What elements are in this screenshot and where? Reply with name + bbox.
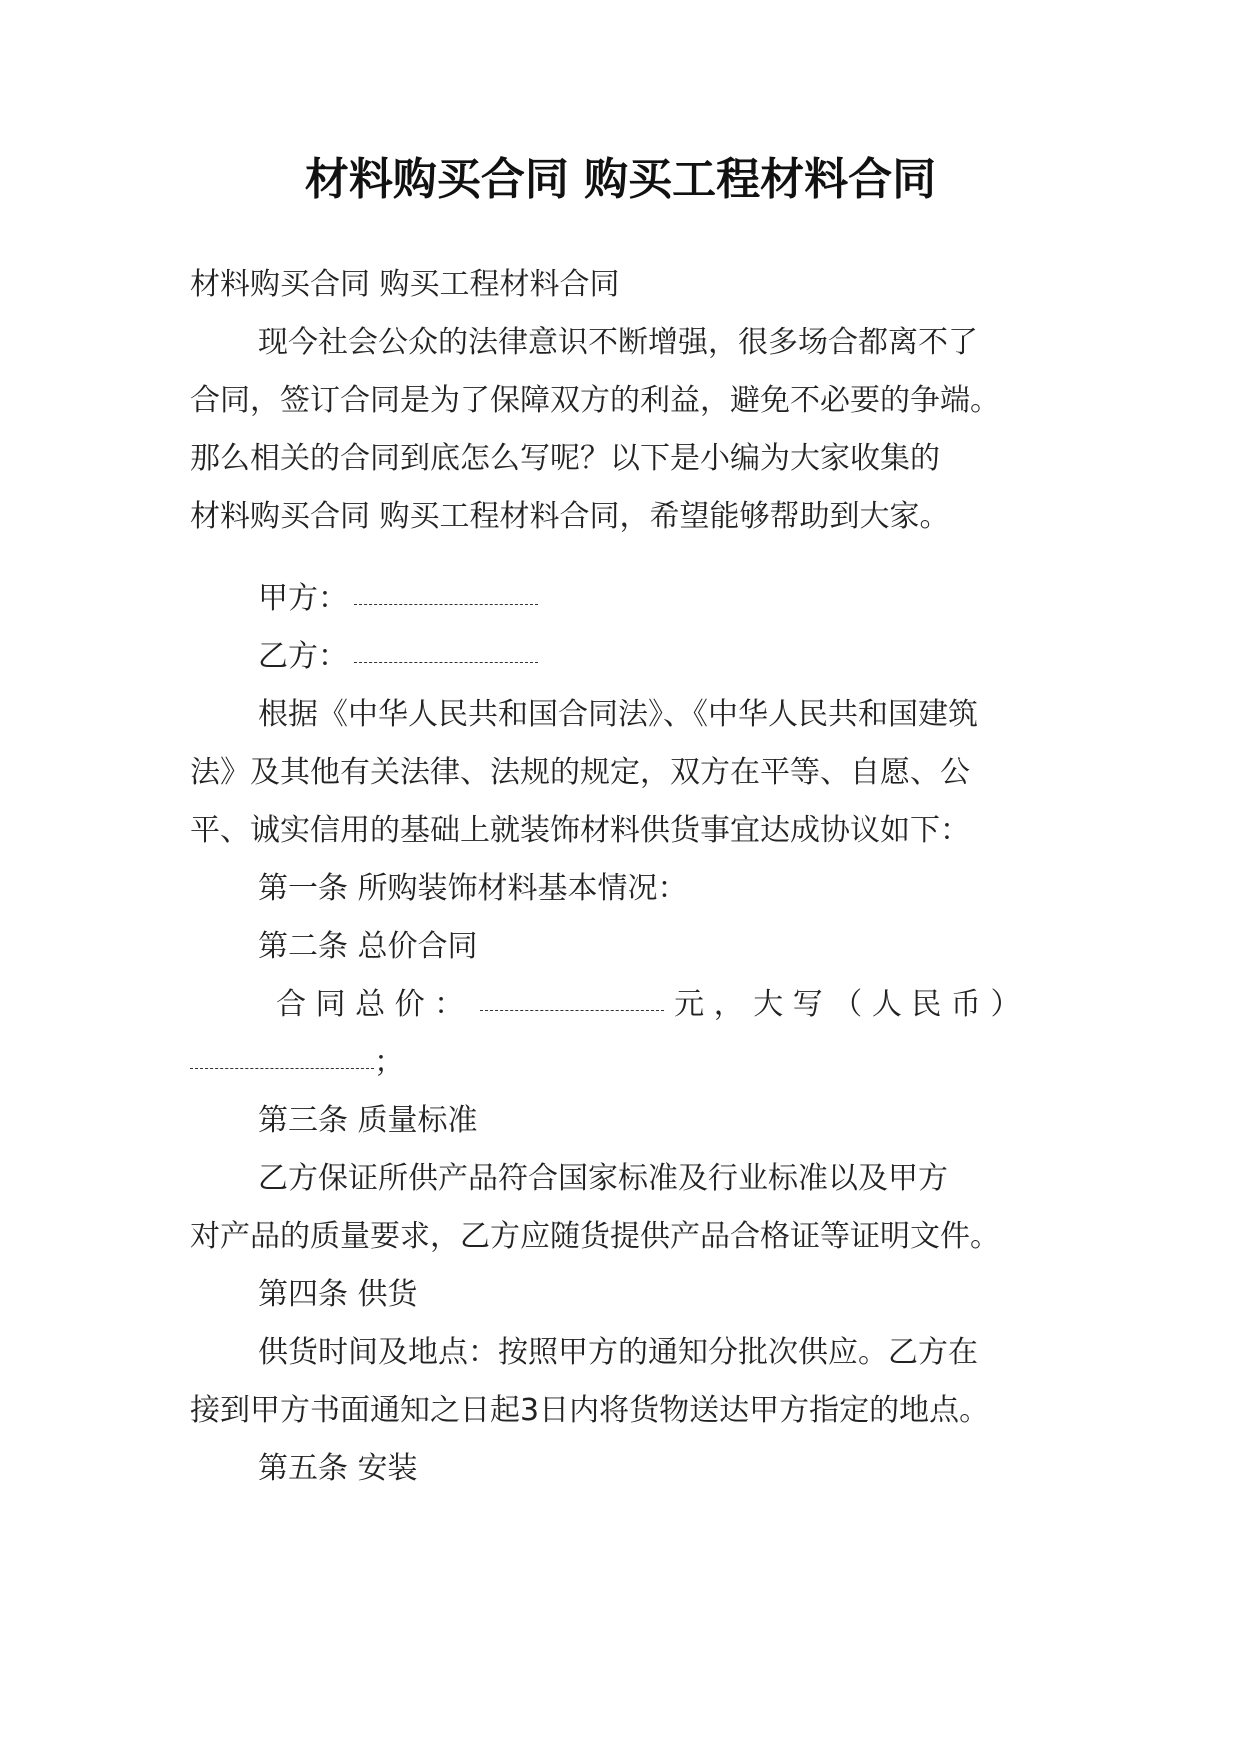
document-title: 材料购买合同 购买工程材料合同 [304,154,937,205]
intro-line-2: 合同，签订合同是为了保障双方的利益，避免不必要的争端。 [190,383,1000,418]
intro-line-1: 现今社会公众的法律意识不断增强，很多场合都离不了 [258,325,978,360]
price-amount-blank[interactable] [480,1000,664,1011]
supply-line-1: 供货时间及地点：按照甲方的通知分批次供应。乙方在 [258,1335,978,1370]
party-b-label: 乙方： [258,639,348,674]
article-4-heading: 第四条 供货 [258,1277,418,1312]
basis-line-1: 根据《中华人民共和国合同法》、《中华人民共和国建筑 [258,697,978,732]
price-capital-blank[interactable] [190,1058,374,1069]
party-a-label: 甲方： [258,581,348,616]
price-label: 合 同 总 价 ： [276,987,465,1022]
supply-line-2: 接到甲方书面通知之日起3日内将货物送达甲方指定的地点。 [190,1393,990,1428]
article-2-heading: 第二条 总价合同 [258,929,478,964]
quality-line-2: 对产品的质量要求，乙方应随货提供产品合格证等证明文件。 [190,1219,1000,1254]
contract-body [190,570,1060,1498]
article-1-heading: 第一条 所购装饰材料基本情况： [258,871,688,906]
party-a-line [190,570,1060,628]
price-line [190,976,1060,1034]
basis-line-2: 法》及其他有关法律、法规的规定，双方在平等、自愿、公 [190,755,970,790]
basis-line-3: 平、诚实信用的基础上就装饰材料供货事宜达成协议如下： [190,813,970,848]
party-b-blank[interactable] [354,652,538,663]
quality-line-1: 乙方保证所供产品符合国家标准及行业标准以及甲方 [258,1161,948,1196]
price-line-end: ； [374,1045,404,1080]
party-a-blank[interactable] [354,594,538,605]
party-b-line [190,628,1060,686]
subtitle: 材料购买合同 购买工程材料合同 [190,267,620,302]
intro-line-3: 那么相关的合同到底怎么写呢？以下是小编为大家收集的 [190,441,940,476]
article-5-heading: 第五条 安装 [258,1451,418,1486]
price-unit: 元 ， 大 写 （ 人 民 币 ） [674,987,1021,1022]
document-body [190,256,1060,546]
intro-line-4: 材料购买合同 购买工程材料合同，希望能够帮助到大家。 [190,499,950,534]
article-3-heading: 第三条 质量标准 [258,1103,478,1138]
price-capital-line [190,1034,1060,1092]
